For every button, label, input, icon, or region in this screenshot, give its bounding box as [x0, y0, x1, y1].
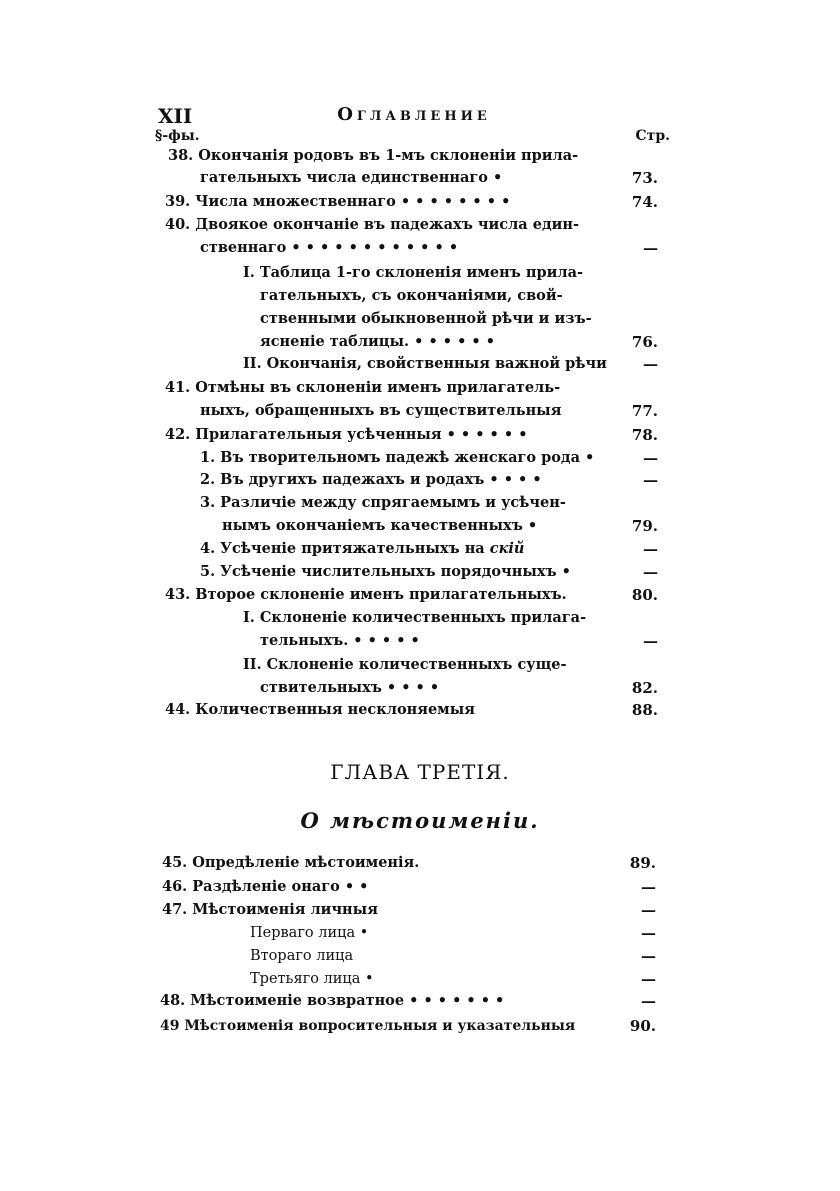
toc-entry-text: 40. Двоякое окончаніе въ падежахъ числа един-	[165, 216, 580, 233]
toc-entry-text: Третьяго лица •	[250, 971, 374, 987]
toc-entry-text: Перваго лица •	[250, 925, 369, 941]
toc-entry-page: —	[643, 540, 658, 558]
toc-entry-text: 38. Окончанія родовъ въ 1-мъ склоненіи прила-	[168, 147, 579, 164]
section-column-label: §-фы.	[155, 128, 200, 144]
toc-entry-page: —	[641, 924, 656, 942]
toc-entry-text: II. Склоненіе количественныхъ суще-	[243, 656, 567, 673]
toc-entry-text: 39. Числа множественнаго • • • • • • • •	[165, 193, 511, 210]
toc-entry-page: 82.	[631, 679, 658, 697]
toc-entry-text: 46. Раздѣленіе онаго • •	[162, 878, 369, 895]
toc-entry-text: ныхъ, обращенныхъ въ существительныя	[200, 402, 562, 419]
toc-entry-page: —	[643, 563, 658, 581]
chapter-title: ГЛАВА ТРЕТІЯ.	[330, 760, 510, 784]
chapter-subtitle: О мѣстоименіи.	[300, 808, 540, 833]
toc-entry-text: I. Таблица 1-го склоненія именъ прила-	[243, 264, 583, 281]
toc-entry-page: —	[641, 947, 656, 965]
toc-entry-text: I. Склоненіе количественныхъ прилага-	[243, 609, 587, 626]
toc-entry-page: —	[643, 239, 658, 257]
page-column-label: Стр.	[635, 128, 670, 144]
toc-entry-page: —	[641, 970, 656, 988]
toc-entry-page: 90.	[629, 1017, 656, 1035]
page-number: XII	[158, 104, 193, 128]
toc-entry-page: —	[641, 992, 656, 1010]
toc-entry-text: 45. Опредѣленіе мѣстоименія.	[162, 854, 420, 871]
toc-entry-text: 43. Второе склоненіе именъ прилагательныхъ.	[165, 586, 567, 603]
toc-entry-page: 88.	[631, 701, 658, 719]
toc-entry-text: гательныхъ числа единственнаго •	[200, 169, 503, 186]
toc-entry-text: 42. Прилагательныя усѣченныя • • • • • •	[165, 426, 528, 443]
toc-entry-page: —	[641, 901, 656, 919]
toc-entry-text: 47. Мѣстоименія личныя	[162, 901, 378, 918]
toc-entry-page: —	[643, 355, 658, 373]
toc-entry-text-italic: скій	[489, 540, 525, 557]
toc-entry-page: 73.	[631, 169, 658, 187]
toc-entry-page: 78.	[631, 426, 658, 444]
toc-entry-page: —	[643, 632, 658, 650]
toc-entry-text: нымъ окончаніемъ качественныхъ •	[222, 517, 538, 534]
toc-entry-page: 79.	[631, 517, 658, 535]
toc-entry-text: ственнаго • • • • • • • • • • • •	[200, 239, 459, 256]
toc-entry-page: —	[643, 471, 658, 489]
toc-entry-text: 44. Количественныя несклоняемыя	[165, 701, 476, 718]
toc-entry-text: гательныхъ, съ окончаніями, свой-	[260, 287, 563, 304]
toc-entry-page: —	[641, 878, 656, 896]
toc-entry-text-main: 4. Усѣченіе притяжательныхъ на	[200, 540, 485, 557]
toc-entry-text: II. Окончанія, свойственныя важной рѣчи	[243, 355, 607, 372]
toc-entry-text: ясненіе таблицы. • • • • • •	[260, 333, 495, 350]
toc-entry-text: 2. Въ другихъ падежахъ и родахъ • • • •	[200, 471, 542, 488]
toc-entry-text	[200, 538, 524, 560]
page-header	[158, 104, 670, 128]
toc-entry-text: ствительныхъ • • • •	[260, 679, 440, 696]
toc-entry-page: —	[643, 449, 658, 467]
toc-entry-page: 77.	[631, 402, 658, 420]
toc-entry-text: ственными обыкновенной рѣчи и изъ-	[260, 310, 592, 327]
toc-entry-page: 76.	[631, 333, 658, 351]
toc-entry-text: 5. Усѣченіе числительныхъ порядочныхъ •	[200, 563, 571, 580]
toc-entry-page: 74.	[631, 193, 658, 211]
toc-entry-text: тельныхъ. • • • • •	[260, 632, 420, 649]
toc-entry-text: 41. Отмѣны въ склоненіи именъ прилагатель-	[165, 379, 561, 396]
toc-entry-text: 49 Мѣстоименія вопросительныя и указательныя	[160, 1018, 576, 1034]
toc-entry-text: 3. Различіе между спрягаемымъ и усѣчен-	[200, 494, 566, 511]
page-title: Оглавление	[337, 104, 491, 125]
toc-entry-text: 1. Въ творительномъ падежѣ женскаго рода •	[200, 449, 595, 466]
toc-entry-text: Втораго лица	[250, 948, 354, 964]
toc-entry-page: 89.	[629, 854, 656, 872]
toc-entry-page: 80.	[631, 586, 658, 604]
toc-entry-text: 48. Мѣстоименіе возвратное • • • • • • •	[160, 992, 505, 1009]
